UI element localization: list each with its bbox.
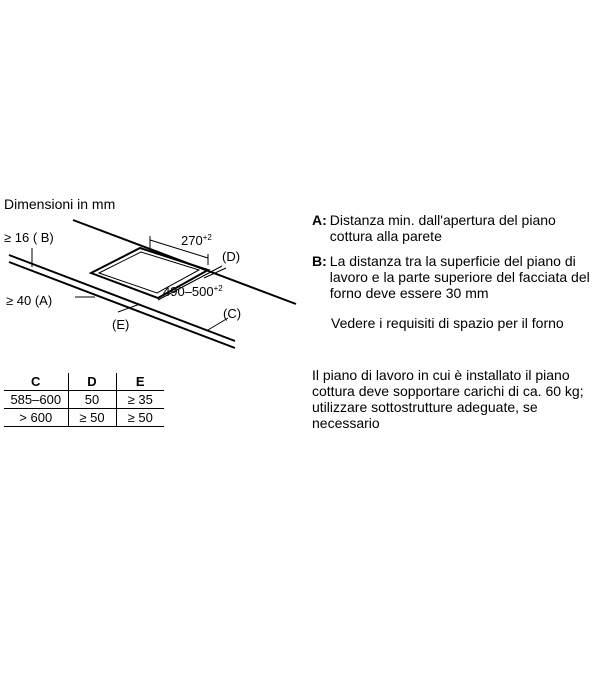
table-row xyxy=(4,409,164,427)
note-b xyxy=(312,253,597,301)
load-text: Il piano di lavoro in cui è installato il piano cottura deve sopportare carichi di ca. 60 kg; utilizzare sottostrutture adeguate, se necessario xyxy=(312,367,584,431)
dimensions-table xyxy=(4,373,164,427)
notes-panel xyxy=(312,212,597,431)
note-text: La distanza tra la superficie del piano di lavoro e la parte superiore del facciata del forno deve essere 30 mm xyxy=(329,253,590,301)
dim-490-sup: +2 xyxy=(213,284,223,293)
label-e: (E) xyxy=(112,317,130,332)
table-header: D xyxy=(68,373,116,391)
table-cell: 50 xyxy=(68,391,116,409)
label-c: (C) xyxy=(223,306,242,321)
dim-270: 270 xyxy=(181,233,203,248)
table-header-row xyxy=(4,373,164,391)
note-key: A: xyxy=(312,212,327,228)
table-cell: 585–600 xyxy=(4,391,68,409)
table-cell: > 600 xyxy=(4,409,68,427)
note-key: B: xyxy=(312,253,327,269)
table-cell: ≥ 35 xyxy=(116,391,164,409)
dim-270-sup: +2 xyxy=(202,233,212,242)
installation-diagram xyxy=(0,205,305,355)
label-a: ≥ 40 (A) xyxy=(6,293,53,308)
note-text: Distanza min. dall'apertura del piano cottura alla parete xyxy=(329,212,556,244)
requirements-text: Vedere i requisiti di spazio per il forno xyxy=(331,315,564,331)
svg-text:270+2 xyxy=(181,233,212,248)
table-header: E xyxy=(116,373,164,391)
table-cell: ≥ 50 xyxy=(68,409,116,427)
label-d: (D) xyxy=(222,249,241,264)
label-b: ≥ 16 ( B) xyxy=(4,230,54,245)
dim-490: 490–500 xyxy=(163,284,214,299)
table-row xyxy=(4,391,164,409)
note-a xyxy=(312,212,597,244)
dimensions-title: Dimensioni in mm xyxy=(4,196,116,212)
svg-text:490–500+2 xyxy=(163,284,223,299)
table-header: C xyxy=(4,373,68,391)
table-cell: ≥ 50 xyxy=(116,409,164,427)
